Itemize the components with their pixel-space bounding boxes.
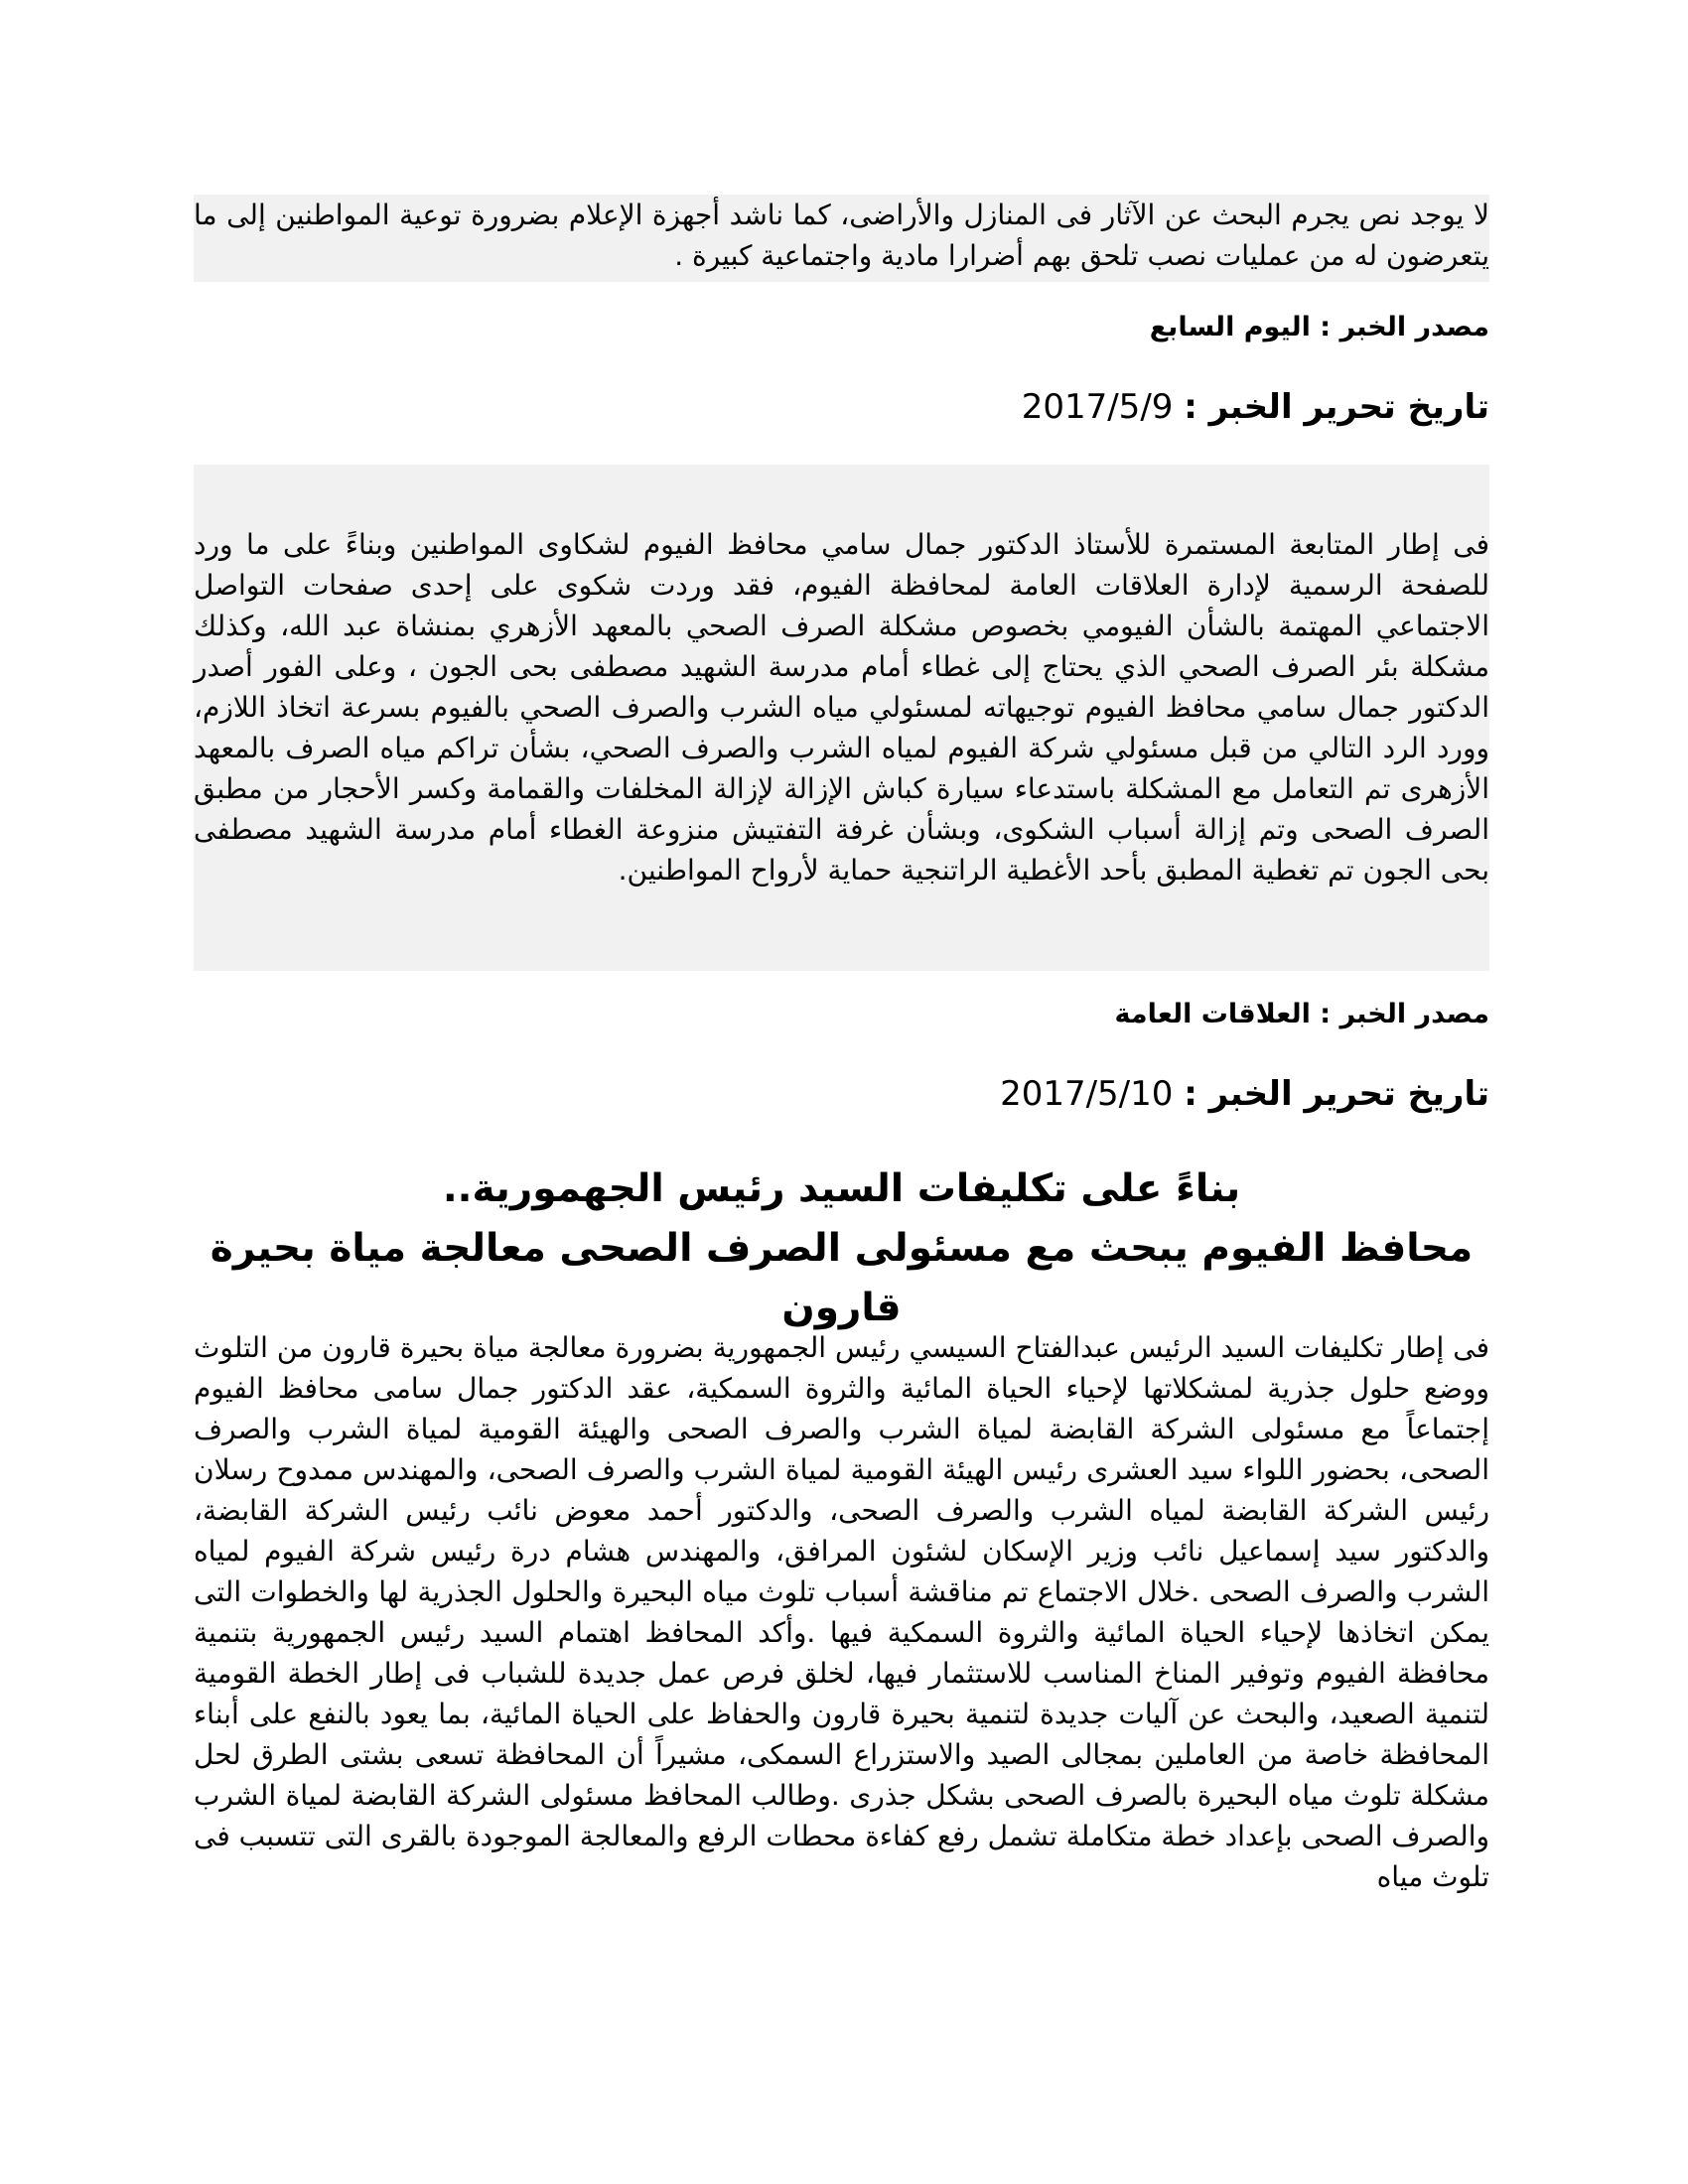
article-1-date [194,385,1489,429]
date-label: تاريخ تحرير الخبر : [1184,1074,1489,1114]
source-value: العلاقات العامة [1114,999,1311,1029]
headline-line-1: بناءً على تكليفات السيد رئيس الجهمورية.. [442,1166,1241,1211]
date-value: 2017/5/9 [1021,387,1174,427]
article-2-date [194,1072,1489,1116]
headline-line-2: محافظ الفيوم يبحث مع مسئولى الصرف الصحى معالجة مياة بحيرة قارون [210,1226,1474,1330]
article-2-body: فى إطار المتابعة المستمرة للأستاذ الدكتور جمال سامي محافظ الفيوم لشكاوى المواطنين وبناءً على ما ورد للصفحة الرسمية لإدارة العلاقات العامة لمحافظة الفيوم، فقد وردت شكوى على إحدى صفحات التواصل الاجتماعي المهتمة بالشأن الفيومي بخصوص مشكلة الصرف الصحي بالمعهد الأزهري بمنشاة عبد الله، وكذلك مشكلة بئر الصرف الصحي الذي يحتاج إلى غطاء أمام مدرسة الشهيد مصطفى بحى الجون ، وعلى الفور أصدر الدكتور جمال سامي محافظ الفيوم توجيهاته لمسئولي مياه الشرب والصرف الصحي بالفيوم بسرعة اتخاذ اللازم، وورد الرد التالي من قبل مسئولي شركة الفيوم لمياه الشرب والصرف الصحي، بشأن تراكم مياه الصرف بالمعهد الأزهرى تم التعامل مع المشكلة باستدعاء سيارة كباش الإزالة لإزالة المخلفات والقمامة وكسر الأحجار من مطبق الصرف الصحى وتم إزالة أسباب الشكوى، وبشأن غرفة التفتيش منزوعة الغطاء أمام مدرسة الشهيد مصطفى بحى الجون تم تغطية المطبق بأحد الأغطية الراتنجية حماية لأرواح المواطنين. [194,528,1489,887]
article-3-body: فى إطار تكليفات السيد الرئيس عبدالفتاح السيسي رئيس الجمهورية بضرورة معالجة مياة بحيرة قارون من التلوث ووضع حلول جذرية لمشكلاتها لإحياء الحياة المائية والثروة السمكية، عقد الدكتور جمال سامى محافظ الفيوم إجتماعاً مع مسئولى الشركة القابضة لمياة الشرب والصرف الصحى والهيئة القومية لمياة الشرب والصرف الصحى، بحضور اللواء سيد العشرى رئيس الهيئة القومية لمياة الشرب والصرف الصحى، والمهندس ممدوح رسلان رئيس الشركة القابضة لمياه الشرب والصرف الصحى، والدكتور أحمد معوض نائب رئيس الشركة القابضة، والدكتور سيد إسماعيل نائب وزير الإسكان لشئون المرافق، والمهندس هشام درة رئيس شركة الفيوم لمياه الشرب والصرف الصحى .خلال الاجتماع تم مناقشة أسباب تلوث مياه البحيرة والحلول الجذرية لها والخطوات التى يمكن اتخاذها لإحياء الحياة المائية والثروة السمكية فيها .وأكد المحافظ اهتمام السيد رئيس الجمهورية بتنمية محافظة الفيوم وتوفير المناخ المناسب للاستثمار فيها، لخلق فرص عمل جديدة للشباب فى إطار الخطة القومية لتنمية الصعيد، والبحث عن آليات جديدة لتنمية بحيرة قارون والحفاظ على الحياة المائية، بما يعود بالنفع على أبناء المحافظة خاصة من العاملين بمجالى الصيد والاستزراع السمكى، مشيراً أن المحافظة تسعى بشتى الطرق لحل مشكلة تلوث مياه البحيرة بالصرف الصحى بشكل جذرى .وطالب المحافظ مسئولى الشركة القابضة لمياة الشرب والصرف الصحى بإعداد خطة متكاملة تشمل رفع كفاءة محطات الرفع والمعالجة الموجودة بالقرى التى تتسبب فى تلوث مياه [194,1331,1489,1893]
article-1-body-block [194,195,1489,282]
source-label: مصدر الخبر : [1320,312,1489,342]
article-1-body: لا يوجد نص يجرم البحث عن الآثار فى المنازل والأراضى، كما ناشد أجهزة الإعلام بضرورة توعية المواطنين إلى ما يتعرضون له من عمليات نصب تلحق بهم أضرارا مادية واجتماعية كبيرة . [194,199,1489,272]
source-value: اليوم السابع [1149,312,1311,342]
source-label: مصدر الخبر : [1320,999,1489,1029]
article-1-source [194,310,1489,345]
article-3-headline [194,1160,1489,1338]
date-value: 2017/5/10 [1000,1074,1174,1114]
article-3-body-block [194,1327,1489,1897]
date-label: تاريخ تحرير الخبر : [1184,387,1489,427]
article-2-source [194,997,1489,1032]
article-2-body-block [194,465,1489,971]
